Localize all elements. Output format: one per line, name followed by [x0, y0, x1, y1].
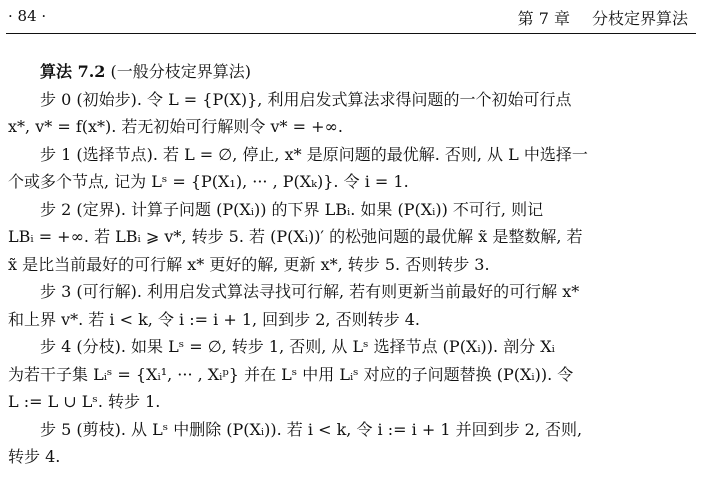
algorithm-subtitle: (一般分枝定界算法): [110, 62, 252, 81]
step2-line1: 步 2 (定界). 计算子问题 (P(Xᵢ)) 的下界 LBᵢ. 如果 (P(Xᵢ)) 不可行, 则记: [40, 199, 544, 219]
step1-line1: 步 1 (选择节点). 若 L = ∅, 停止, x* 是原问题的最优解. 否则, 从 L 中选择一: [40, 144, 588, 164]
algorithm-heading: [8, 58, 696, 86]
step3-line2: 和上界 v*. 若 i < k, 令 i := i + 1, 回到步 2, 否则转步 4.: [8, 309, 420, 329]
step5-line2: 转步 4.: [8, 447, 61, 466]
step5-line1: 步 5 (剪枝). 从 Lˢ 中删除 (P(Xᵢ)). 若 i < k, 令 i := i + 1 并回到步 2, 否则,: [40, 419, 583, 439]
chapter-title: 分枝定界算法: [591, 9, 688, 28]
step0-line2: x*, v* = f(x*). 若无初始可行解则令 v* = +∞.: [8, 117, 343, 136]
step4-line3: L := L ∪ Lˢ. 转步 1.: [8, 392, 161, 411]
step2-line2: LBᵢ = +∞. 若 LBᵢ ⩾ v*, 转步 5. 若 (P(Xᵢ))′ 的松弛问题的最优解 x̃ 是整数解, 若: [8, 227, 583, 246]
chapter-number: 第 7 章: [517, 9, 570, 28]
step3-line1: 步 3 (可行解). 利用启发式算法寻找可行解, 若有则更新当前最好的可行解 x*: [40, 282, 580, 301]
step4-line1: 步 4 (分枝). 如果 Lˢ = ∅, 转步 1, 否则, 从 Lˢ 选择节点 (P(Xᵢ)). 剖分 Xᵢ: [40, 337, 555, 356]
step4-line2: 为若干子集 Lᵢˢ = {Xᵢ¹, ··· , Xᵢᵖ} 并在 Lˢ 中用 Lᵢˢ 对应的子问题替换 (P(Xᵢ)). 令: [8, 364, 574, 384]
step2-line3: x̃ 是比当前最好的可行解 x* 更好的解, 更新 x*, 转步 5. 否则转步 3.: [8, 254, 490, 274]
chapter-heading: [518, 6, 688, 29]
header-rule: [6, 33, 696, 34]
step1-line2: 个或多个节点, 记为 Lˢ = {P(X₁), ··· , P(Xₖ)}. 令 i = 1.: [8, 172, 409, 191]
step0-line1: 步 0 (初始步). 令 L = {P(X)}, 利用启发式算法求得问题的一个初始可行点: [40, 89, 572, 109]
running-header: [0, 0, 702, 30]
algorithm-body: [8, 58, 696, 471]
page-number: · 84 ·: [8, 7, 47, 25]
algorithm-title: 算法 7.2: [40, 62, 106, 81]
